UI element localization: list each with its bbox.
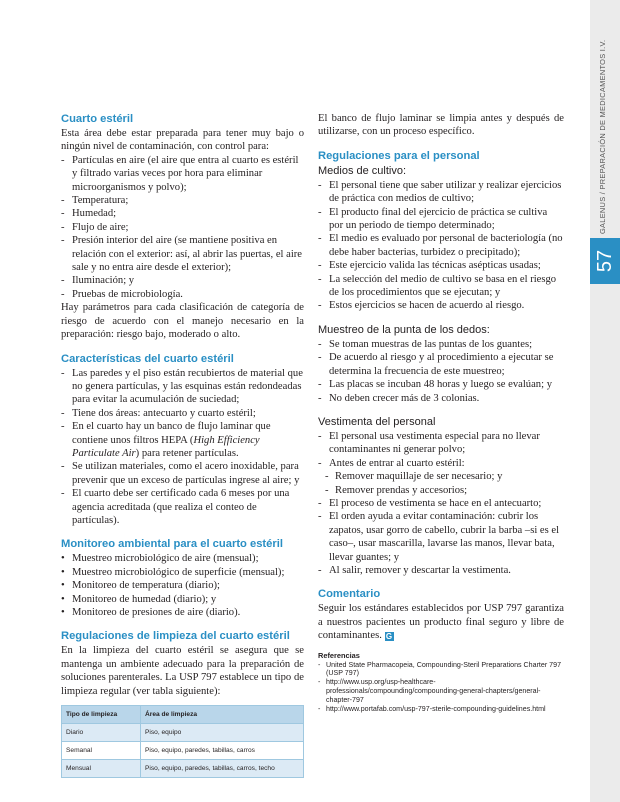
list-item: - Estos ejercicios se hacen de acuerdo al riesgo. bbox=[318, 299, 564, 312]
list-item: - Presión interior del aire (se mantiene positiva en relación con el exterior: así, al abrir las puertas, el aire sale y no entra aire desde el exterior); bbox=[61, 234, 304, 274]
table-row bbox=[62, 742, 304, 760]
list-item: - De acuerdo al riesgo y al procedimiento a ejecutar se determina la frecuencia de este muestreo; bbox=[318, 351, 564, 378]
list-item: - En el cuarto hay un banco de flujo laminar que contiene unos filtros HEPA (High Efficiency Particulate Air) para retener partículas. bbox=[61, 420, 304, 460]
list-item: - Iluminación; y bbox=[61, 274, 304, 287]
left-column bbox=[61, 112, 304, 778]
list-item: - Pruebas de microbiología. bbox=[61, 288, 304, 301]
list-item: - Tiene dos áreas: antecuarto y cuarto estéril; bbox=[61, 407, 304, 420]
list-item: • Muestreo microbiológico de superficie (mensual); bbox=[61, 566, 304, 579]
list-item: - El producto final del ejercicio de práctica se cultiva por un periodo de tiempo determinado; bbox=[318, 206, 564, 233]
references-list bbox=[318, 661, 564, 714]
list-item: - Las placas se incuban 48 horas y luego se evalúan; y bbox=[318, 378, 564, 391]
subheading-medios-cultivo: Medios de cultivo: bbox=[318, 164, 407, 177]
table-cell: Piso, equipo, paredes, tabillas, carros bbox=[141, 742, 304, 760]
cleaning-paragraph: En la limpieza del cuarto estéril se asegura que se mantenga un ambiente adecuado para la preparación de soluciones parenterales. La USP 797 establece un tipo de limpieza regular (ver tabla siguiente): bbox=[61, 645, 304, 697]
culture-media-list bbox=[318, 179, 564, 313]
section-title-monitoreo: Monitoreo ambiental para el cuarto estéril bbox=[61, 538, 283, 551]
list-item: - El orden ayuda a evitar contaminación: cubrir los zapatos, usar gorro de cabello, cubrir la barba –si es el caso–, usar mascarilla, lavarse las manos, llevar bata, llevar guantes; y bbox=[318, 510, 564, 564]
control-list bbox=[61, 154, 304, 301]
section-title-personal: Regulaciones para el personal bbox=[318, 149, 480, 162]
table-cell: Mensual bbox=[62, 760, 141, 778]
list-item: - El proceso de vestimenta se hace en el antecuarto; bbox=[318, 497, 564, 510]
clothing-list-continued bbox=[318, 497, 564, 577]
table-cell: Piso, equipo, paredes, tabillas, carros, techo bbox=[141, 760, 304, 778]
table-header: Tipo de limpieza bbox=[62, 706, 141, 724]
list-item: - El personal tiene que saber utilizar y realizar ejercicios de práctica con medios de cultivo; bbox=[318, 179, 564, 206]
page-number: 57 bbox=[594, 249, 616, 273]
end-of-article-icon: G bbox=[385, 632, 393, 642]
section-title-cuarto-esteril: Cuarto estéril bbox=[61, 113, 134, 125]
cleaning-table bbox=[61, 705, 304, 778]
list-item: - Antes de entrar al cuarto estéril: bbox=[318, 457, 564, 470]
reference-item: - United State Pharmacopeia, Compounding-Steril Preparations Charter 797 (USP 797) bbox=[318, 661, 564, 679]
list-item: • Monitoreo de presiones de aire (diario). bbox=[61, 606, 304, 619]
list-item: - Flujo de aire; bbox=[61, 221, 304, 234]
references-title: Referencias bbox=[318, 650, 360, 660]
clothing-list bbox=[318, 430, 564, 470]
list-item: - Al salir, remover y descartar la vestimenta. bbox=[318, 564, 564, 577]
list-item: - La selección del medio de cultivo se basa en el riesgo de los procedimientos que se ejecutan; y bbox=[318, 273, 564, 300]
list-item: - Humedad; bbox=[61, 207, 304, 220]
section-title-limpieza: Regulaciones de limpieza del cuarto estéril bbox=[61, 630, 290, 643]
list-item: - El cuarto debe ser certificado cada 6 meses por una agencia acreditada (que realiza el conteo de partículas). bbox=[61, 487, 304, 527]
table-cell: Semanal bbox=[62, 742, 141, 760]
clothing-sublist bbox=[318, 470, 564, 497]
comment-paragraph: Seguir los estándares establecidos por USP 797 garantiza a nuestros pacientes un producto final seguro y libre de contaminantes. G bbox=[318, 603, 564, 642]
laminar-flow-paragraph: El banco de flujo laminar se limpia antes y después de utilizarse, con un proceso específico. bbox=[318, 113, 564, 138]
list-item: - Las paredes y el piso están recubiertos de material que no genera partículas, y las esquinas están redondeadas para evitar la acumulación de suciedad; bbox=[61, 367, 304, 407]
list-item: - Este ejercicio valida las técnicas asépticas usadas; bbox=[318, 259, 564, 272]
reference-item: - http://www.usp.org/usp-healthcare-professionals/compounding/compounding-general-chapters/general-chapter-797 bbox=[318, 678, 564, 704]
section-title-comentario: Comentario bbox=[318, 588, 381, 601]
features-list bbox=[61, 367, 304, 528]
list-item: - El personal usa vestimenta especial para no llevar contaminantes ni generar polvo; bbox=[318, 430, 564, 457]
list-item: • Muestreo microbiológico de aire (mensual); bbox=[61, 552, 304, 565]
list-item: - No deben crecer más de 3 colonias. bbox=[318, 392, 564, 405]
subheading-muestreo-dedos: Muestreo de la punta de los dedos: bbox=[318, 323, 490, 336]
list-item: - Partículas en aire (el aire que entra al cuarto es estéril y filtrado varias veces por hora para eliminar microorganismos y polvo); bbox=[61, 154, 304, 194]
table-header: Área de limpieza bbox=[141, 706, 304, 724]
reference-item: - http://www.portafab.com/usp-797-sterile-compounding-guidelines.html bbox=[318, 705, 564, 714]
list-item: - Se toman muestras de las puntas de los guantes; bbox=[318, 338, 564, 351]
list-item: - El medio es evaluado por personal de bacteriología (no debe haber bacterias, turbidez o precipitado); bbox=[318, 232, 564, 259]
table-cell: Piso, equipo bbox=[141, 724, 304, 742]
list-item: - Temperatura; bbox=[61, 194, 304, 207]
list-item: - Remover prendas y accesorios; bbox=[318, 484, 564, 497]
table-row bbox=[62, 760, 304, 778]
table-row bbox=[62, 724, 304, 742]
table-header-row bbox=[62, 706, 304, 724]
monitoring-list bbox=[61, 552, 304, 619]
section-closing: Hay parámetros para cada clasificación de categoría de riesgo de acuerdo con el manejo necesario en la preparación: riesgo bajo, moderado o alto. bbox=[61, 302, 304, 341]
running-head-text: GALENUS / PREPARACIÓN DE MEDICAMENTOS I.V. bbox=[598, 39, 607, 234]
page-number-tab bbox=[590, 238, 620, 284]
list-item: • Monitoreo de temperatura (diario); bbox=[61, 579, 304, 592]
list-item: - Remover maquillaje de ser necesario; y bbox=[318, 470, 564, 483]
right-column bbox=[318, 112, 564, 713]
list-item: - Se utilizan materiales, como el acero inoxidable, para prevenir que un exceso de partículas ingrese al aire; y bbox=[61, 460, 304, 487]
hepa-expansion: High Efficiency Particulate Air bbox=[72, 434, 260, 459]
section-title-caracteristicas: Características del cuarto estéril bbox=[61, 352, 234, 365]
fingertip-list bbox=[318, 338, 564, 405]
list-item: • Monitoreo de humedad (diario); y bbox=[61, 593, 304, 606]
section-intro: Esta área debe estar preparada para tener muy bajo o ningún nivel de contaminación, con control para: bbox=[61, 128, 304, 153]
table-cell: Diario bbox=[62, 724, 141, 742]
subheading-vestimenta: Vestimenta del personal bbox=[318, 415, 436, 428]
